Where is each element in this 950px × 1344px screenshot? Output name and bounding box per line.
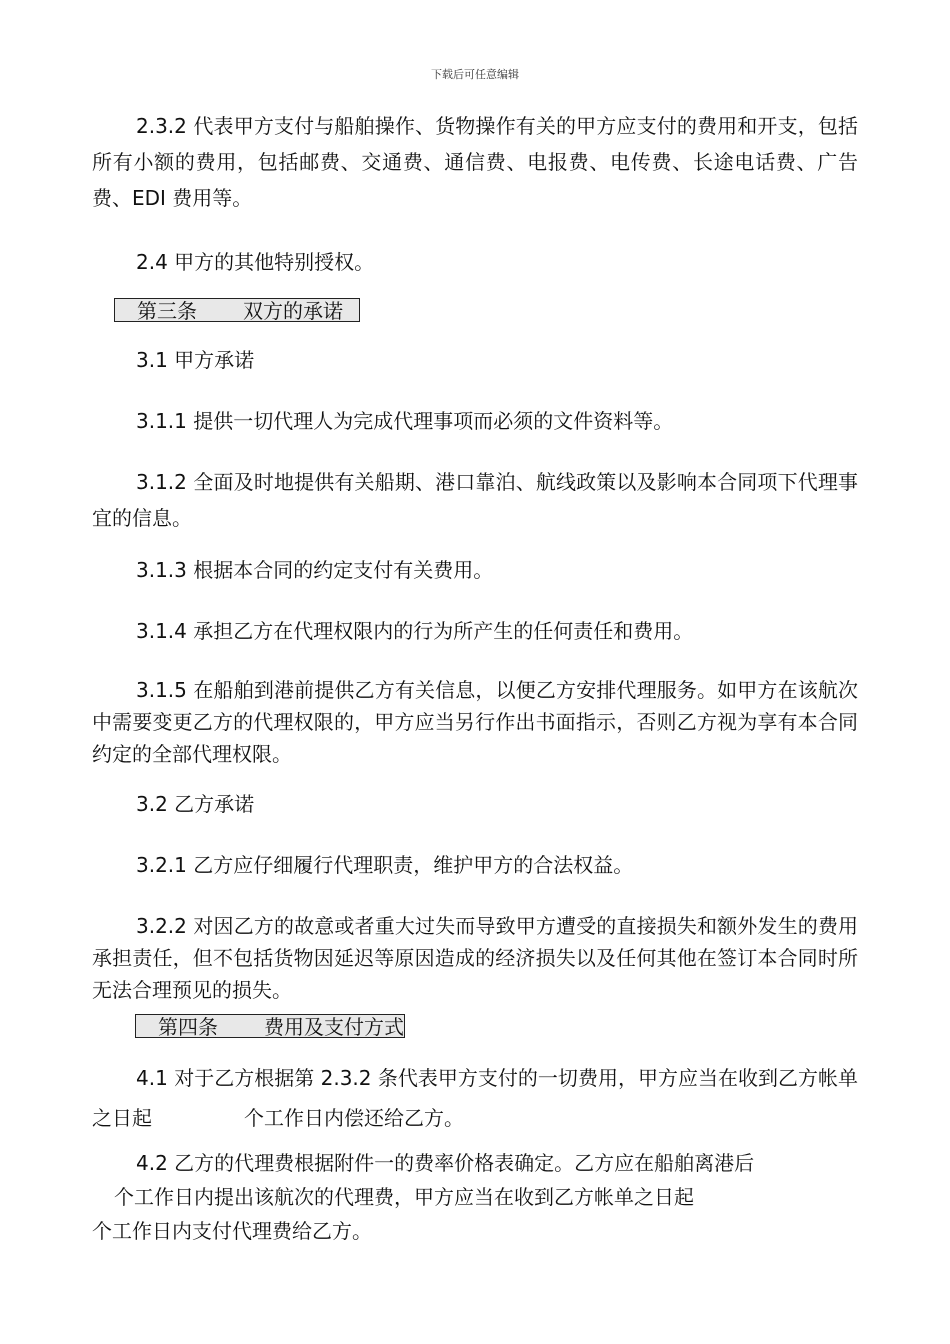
clause-3-2-1	[92, 847, 858, 883]
clause-text: 承担乙方在代理权限内的行为所产生的任何责任和费用。	[193, 619, 694, 643]
article-title: 费用及支付方式	[264, 1015, 404, 1039]
article-4-heading	[135, 1014, 405, 1038]
clause-number: 3.1	[136, 348, 168, 372]
clause-number: 3.1.2	[136, 470, 187, 494]
clause-text: 甲方的其他特别授权。	[174, 250, 375, 274]
clause-text-end: 个工作日内偿还给乙方。	[244, 1106, 464, 1130]
clause-2-3-2	[92, 108, 858, 216]
clause-4-1	[92, 1058, 858, 1138]
clause-number: 3.2.1	[136, 853, 187, 877]
clause-number: 3.2.2	[136, 914, 187, 938]
clause-text-edi: EDI	[132, 186, 166, 210]
clause-text-end: 费用等。	[172, 186, 253, 210]
clause-3-1-4	[92, 613, 858, 649]
article-label: 第四条	[158, 1015, 218, 1039]
clause-text: 乙方应仔细履行代理职责，维护甲方的合法权益。	[193, 853, 634, 877]
clause-3-1	[92, 342, 858, 378]
clause-number: 2.4	[136, 250, 168, 274]
clause-number: 2.3.2	[136, 114, 187, 138]
clause-text: 乙方承诺	[174, 792, 255, 816]
clause-text: 在船舶到港前提供乙方有关信息，以便乙方安排代理服务。如甲方在该航次中需要变更乙方的代理权限的，甲方应当另行作出书面指示，否则乙方视为享有本合同约定的全部代理权限。	[92, 678, 859, 766]
clause-text: 对于乙方根据第	[174, 1066, 315, 1090]
clause-text: 代表甲方支付与船舶操作、货物操作有关的甲方应支付的费用和开支，包括所有小额的费用，包括邮费、交通费、通信费、电报费、电传费、长途电话费、广告费、	[92, 114, 859, 210]
clause-number: 3.2	[136, 792, 168, 816]
clause-text: 乙方的代理费根据附件一的费率价格表确定。乙方应在船舶离港后	[174, 1151, 755, 1175]
clause-number: 3.1.4	[136, 619, 187, 643]
clause-number: 4.2	[136, 1151, 168, 1175]
clause-3-2-2	[92, 910, 858, 1006]
clause-text-continued: 条代表甲方支付的一切费用，甲方应当在收到乙方帐单之日起	[92, 1066, 859, 1130]
clause-text: 甲方承诺	[174, 348, 255, 372]
clause-3-1-5	[92, 674, 858, 770]
clause-text: 根据本合同的约定支付有关费用。	[193, 558, 494, 582]
clause-3-1-2	[92, 464, 858, 536]
clause-number: 3.1.5	[136, 678, 187, 702]
clause-number: 3.1.3	[136, 558, 187, 582]
clause-number: 4.1	[136, 1066, 168, 1090]
clause-text-end: 个工作日内支付代理费给乙方。	[92, 1219, 372, 1243]
article-3-heading	[114, 298, 360, 322]
clause-3-1-1	[92, 403, 858, 439]
clause-reference: 2.3.2	[320, 1066, 372, 1090]
clause-4-2	[92, 1146, 858, 1248]
clause-2-4	[92, 244, 858, 280]
clause-3-1-3	[92, 552, 858, 588]
clause-text: 全面及时地提供有关船期、港口靠泊、航线政策以及影响本合同项下代理事宜的信息。	[92, 470, 859, 530]
clause-text-continued: 个工作日内提出该航次的代理费，甲方应当在收到乙方帐单之日起	[114, 1185, 694, 1209]
article-title: 双方的承诺	[243, 299, 343, 323]
clause-text: 对因乙方的故意或者重大过失而导致甲方遭受的直接损失和额外发生的费用承担责任，但不包括货物因延迟等原因造成的经济损失以及任何其他在签订本合同时所无法合理预见的损失。	[92, 914, 859, 1002]
page-header: 下载后可任意编辑	[431, 68, 519, 81]
article-label: 第三条	[137, 299, 197, 323]
clause-text: 提供一切代理人为完成代理事项而必须的文件资料等。	[193, 409, 674, 433]
clause-3-2	[92, 786, 858, 822]
clause-number: 3.1.1	[136, 409, 187, 433]
